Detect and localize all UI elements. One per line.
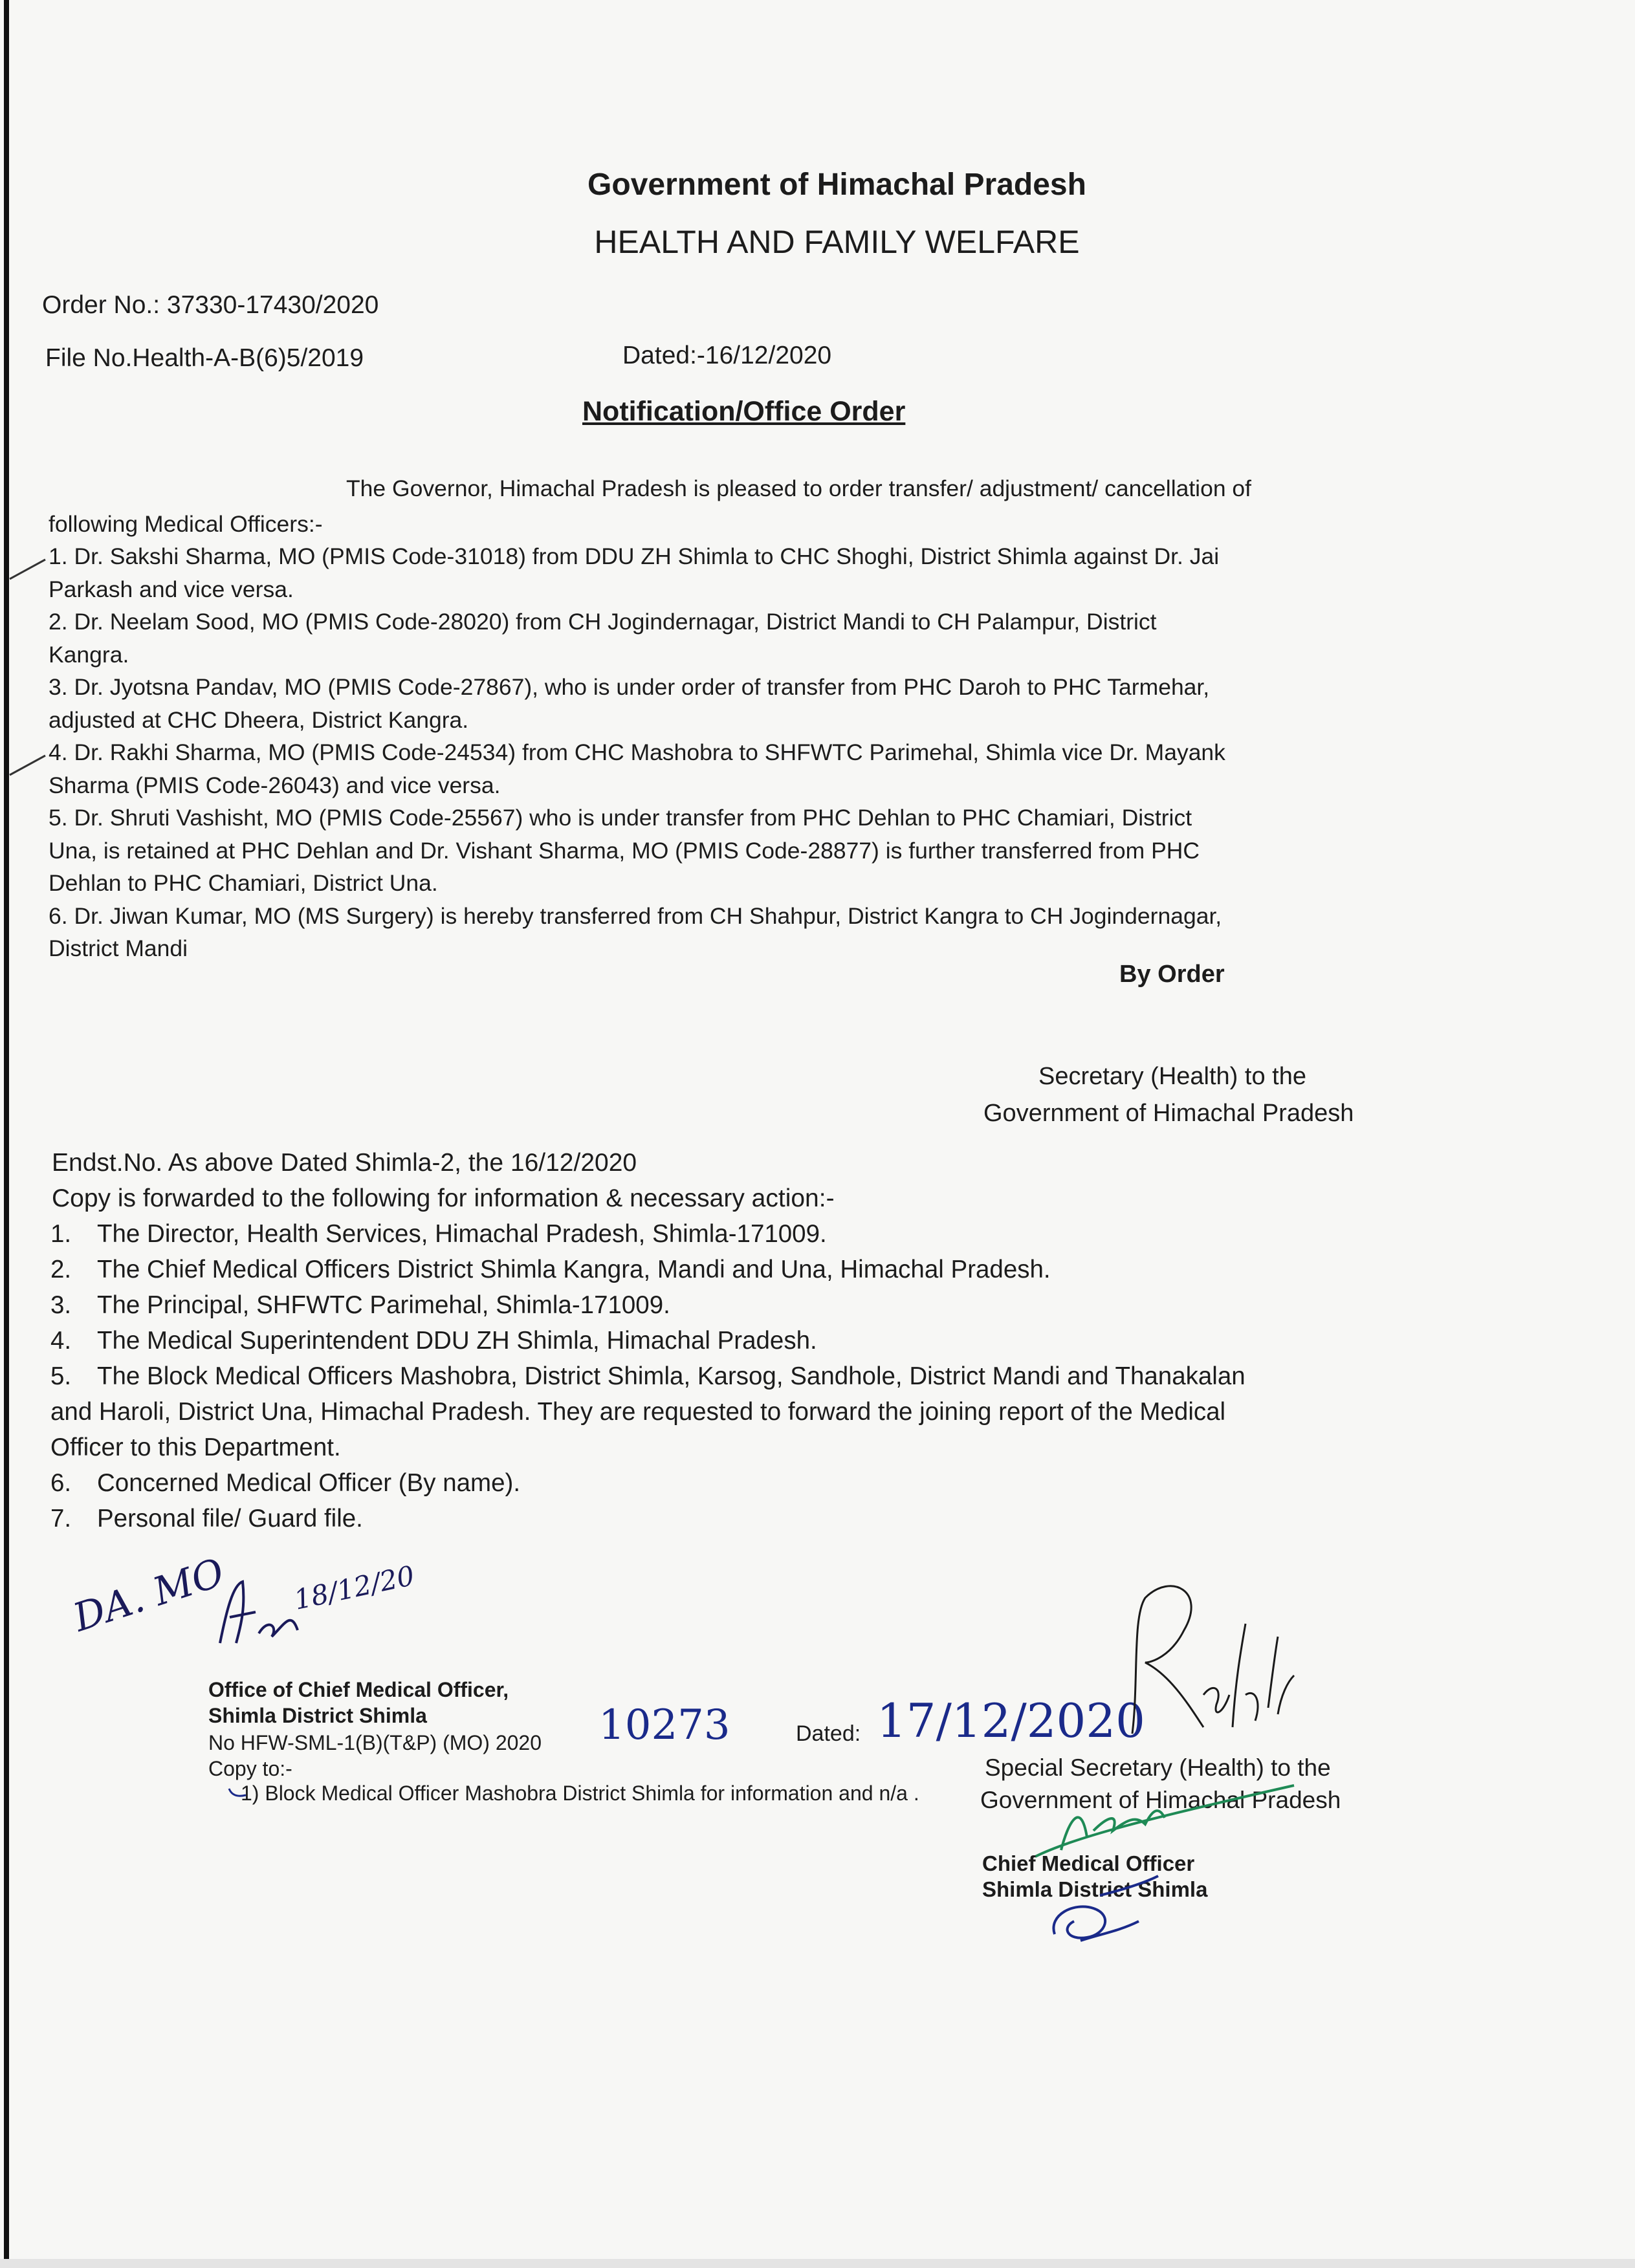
order-line: Parkash and vice versa.: [49, 576, 294, 602]
copy-list-item: 3. The Principal, SHFWTC Parimehal, Shimla-171009.: [50, 1291, 670, 1319]
copy-list-item-continuation: and Haroli, District Una, Himachal Pradesh. They are requested to forward the joining report of the Medical: [50, 1398, 1226, 1426]
order-number: Order No.: 37330-17430/2020: [42, 291, 379, 319]
order-line: 2. Dr. Neelam Sood, MO (PMIS Code-28020) from CH Jogindernagar, District Mandi to CH Palampur, District: [49, 609, 1157, 635]
intro-line-1: The Governor, Himachal Pradesh is pleased to order transfer/ adjustment/ cancellation of: [346, 475, 1252, 501]
cmo-office-line-2: Shimla District Shimla: [208, 1704, 427, 1727]
handwritten-da-note: DA. MO: [68, 1549, 230, 1641]
handwritten-dispatch-number: 10273: [598, 1701, 730, 1749]
order-line: 4. Dr. Rakhi Sharma, MO (PMIS Code-24534) from CHC Mashobra to SHFWTC Parimehal, Shimla vice Dr. Mayank: [49, 739, 1225, 765]
handwritten-dispatch-date: 17/12/2020: [877, 1694, 1145, 1748]
order-line: Dehlan to PHC Chamiari, District Una.: [49, 870, 438, 896]
cmo-copy-item: 1) Block Medical Officer Mashobra District Shimla for information and n/a .: [241, 1782, 919, 1805]
tick-mark-icon: [6, 749, 52, 781]
cmo-copy-to: Copy to:-: [208, 1757, 292, 1780]
cmo-office-line-1: Office of Chief Medical Officer,: [208, 1678, 509, 1701]
file-number: File No.Health-A-B(6)5/2019: [45, 344, 364, 372]
order-line: adjusted at CHC Dheera, District Kangra.: [49, 706, 469, 733]
special-secretary-line-2: Government of Himachal Pradesh: [980, 1787, 1341, 1813]
cmo-blue-signature-icon: [1035, 1870, 1165, 1954]
intro-line-2: following Medical Officers:-: [49, 511, 323, 537]
signatory-line-1: Secretary (Health) to the: [1038, 1063, 1306, 1090]
order-line: Kangra.: [49, 641, 129, 668]
endorsement-number: Endst.No. As above Dated Shimla-2, the 16/12/2020: [52, 1149, 637, 1177]
copy-list-item: 6. Concerned Medical Officer (By name).: [50, 1469, 521, 1497]
cmo-signatory-line-1: Chief Medical Officer: [982, 1851, 1195, 1875]
order-line: 1. Dr. Sakshi Sharma, MO (PMIS Code-31018) from DDU ZH Shimla to CHC Shoghi, District Shimla against Dr. Jai: [49, 543, 1220, 569]
order-line: 5. Dr. Shruti Vashisht, MO (PMIS Code-25567) who is under transfer from PHC Dehlan to PHC Chamiari, District: [49, 805, 1192, 831]
by-order: By Order: [1119, 961, 1225, 988]
cmo-dated-label: Dated:: [796, 1721, 861, 1746]
notification-heading: Notification/Office Order: [582, 396, 906, 427]
copy-list-item-continuation: Officer to this Department.: [50, 1434, 341, 1461]
copy-list-item: 5. The Block Medical Officers Mashobra, District Shimla, Karsog, Sandhole, District Mandi and Thanakalan: [50, 1362, 1245, 1390]
copy-list-item: 1. The Director, Health Services, Himachal Pradesh, Shimla-171009.: [50, 1220, 827, 1248]
endorsement-copy-intro: Copy is forwarded to the following for information & necessary action:-: [52, 1184, 835, 1212]
order-line: 3. Dr. Jyotsna Pandav, MO (PMIS Code-27867), who is under order of transfer from PHC Daroh to PHC Tarmehar,: [49, 674, 1210, 700]
copy-list-item: 2. The Chief Medical Officers District Shimla Kangra, Mandi and Una, Himachal Pradesh.: [50, 1256, 1051, 1283]
tick-mark-icon: [226, 1782, 252, 1802]
order-line: Sharma (PMIS Code-26043) and vice versa.: [49, 772, 501, 798]
document-title: Government of Himachal Pradesh: [587, 168, 1086, 202]
order-date: Dated:-16/12/2020: [622, 342, 832, 369]
cmo-reference-number: No HFW-SML-1(B)(T&P) (MO) 2020: [208, 1731, 542, 1754]
secretary-signature-icon: [1093, 1565, 1300, 1753]
copy-list: [50, 1216, 1377, 1536]
cmo-signatory-line-2: Shimla District Shimla: [982, 1877, 1208, 1901]
tick-mark-icon: [6, 553, 52, 585]
department-name: HEALTH AND FAMILY WELFARE: [594, 224, 1080, 260]
order-line: 6. Dr. Jiwan Kumar, MO (MS Surgery) is hereby transferred from CH Shahpur, District Kangra to CH Jogindernagar,: [49, 902, 1222, 929]
page-left-edge: [4, 0, 9, 2268]
signatory-line-2: Government of Himachal Pradesh: [983, 1100, 1354, 1127]
handwritten-initial-date: 18/12/20: [291, 1559, 417, 1616]
copy-list-item: 4. The Medical Superintendent DDU ZH Shimla, Himachal Pradesh.: [50, 1327, 817, 1355]
page-bottom-edge: [0, 2259, 1635, 2268]
order-line: District Mandi: [49, 935, 188, 961]
special-secretary-line-1: Special Secretary (Health) to the: [985, 1754, 1331, 1781]
copy-list-item: 7. Personal file/ Guard file.: [50, 1505, 363, 1532]
orders-list: [49, 540, 1375, 965]
order-line: Una, is retained at PHC Dehlan and Dr. Vishant Sharma, MO (PMIS Code-28877) is further transferred from PHC: [49, 837, 1200, 864]
